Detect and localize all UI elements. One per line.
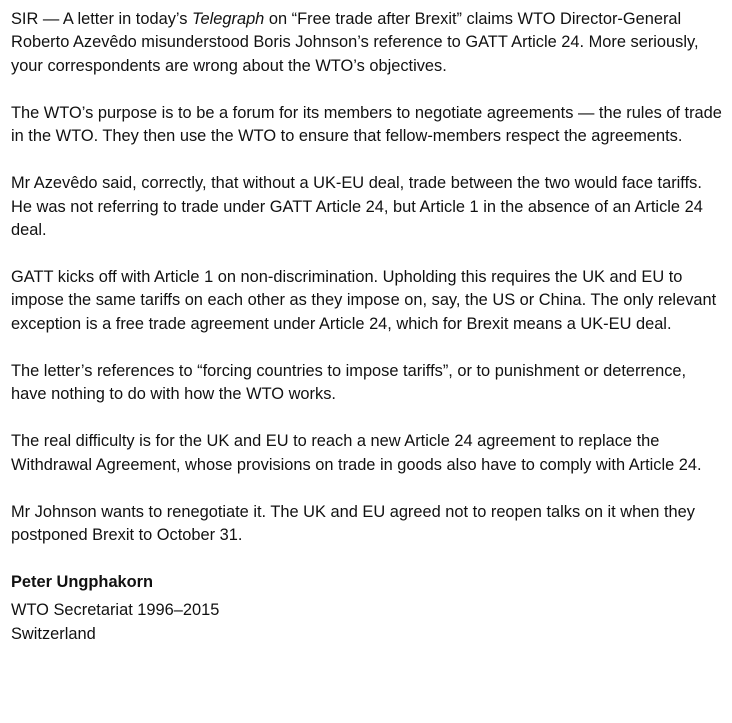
paragraph-azevedo: Mr Azevêdo said, correctly, that without a UK-EU deal, trade between the two would face tariffs. He was not referring to trade under GATT Article 24, but Article 1 in the absence of an Article 24 deal. (11, 174, 703, 240)
signature-role: WTO Secretariat 1996–2015 (11, 601, 220, 620)
paragraph-gatt-article-1: GATT kicks off with Article 1 on non-discrimination. Upholding this requires the UK and EU to impose the same tariffs on each other as they impose on, say, the US or China. The only relevant exception is a free trade agreement under Article 24, which for Brexit means a UK-EU deal. (11, 268, 717, 333)
intro-text-end: on “Free trade after Brexit” claims WTO Director-General Roberto Azevêdo misunderstood Boris Johnson’s reference to GATT Article 24. More seriously, your correspondents are wrong about the WTO’s objectives. (11, 10, 699, 75)
paragraph-tariffs: The letter’s references to “forcing countries to impose tariffs”, or to punishment or deterrence, have nothing to do with how the WTO works. (11, 361, 687, 404)
intro-text-start: SIR — A letter in today’s (11, 10, 192, 28)
signature-block (11, 571, 723, 646)
paragraph-difficulty: The real difficulty is for the UK and EU to reach a new Article 24 agreement to replace the Withdrawal Agreement, whose provisions on trade in goods also have to comply with Article 24. (11, 432, 702, 474)
paragraph-intro (11, 8, 723, 78)
paragraph-wto-purpose: The WTO’s purpose is to be a forum for its members to negotiate agreements — the rules of trade in the WTO. They then use the WTO to ensure that fellow-members respect the agreements. (11, 103, 722, 146)
publication-name: Telegraph (192, 10, 265, 28)
signature-location: Switzerland (11, 624, 96, 643)
paragraph-johnson: Mr Johnson wants to renegotiate it. The UK and EU agreed not to reopen talks on it when they postponed Brexit to October 31. (11, 502, 695, 545)
letter-body (11, 8, 723, 646)
signature-name: Peter Ungphakorn (11, 573, 154, 592)
